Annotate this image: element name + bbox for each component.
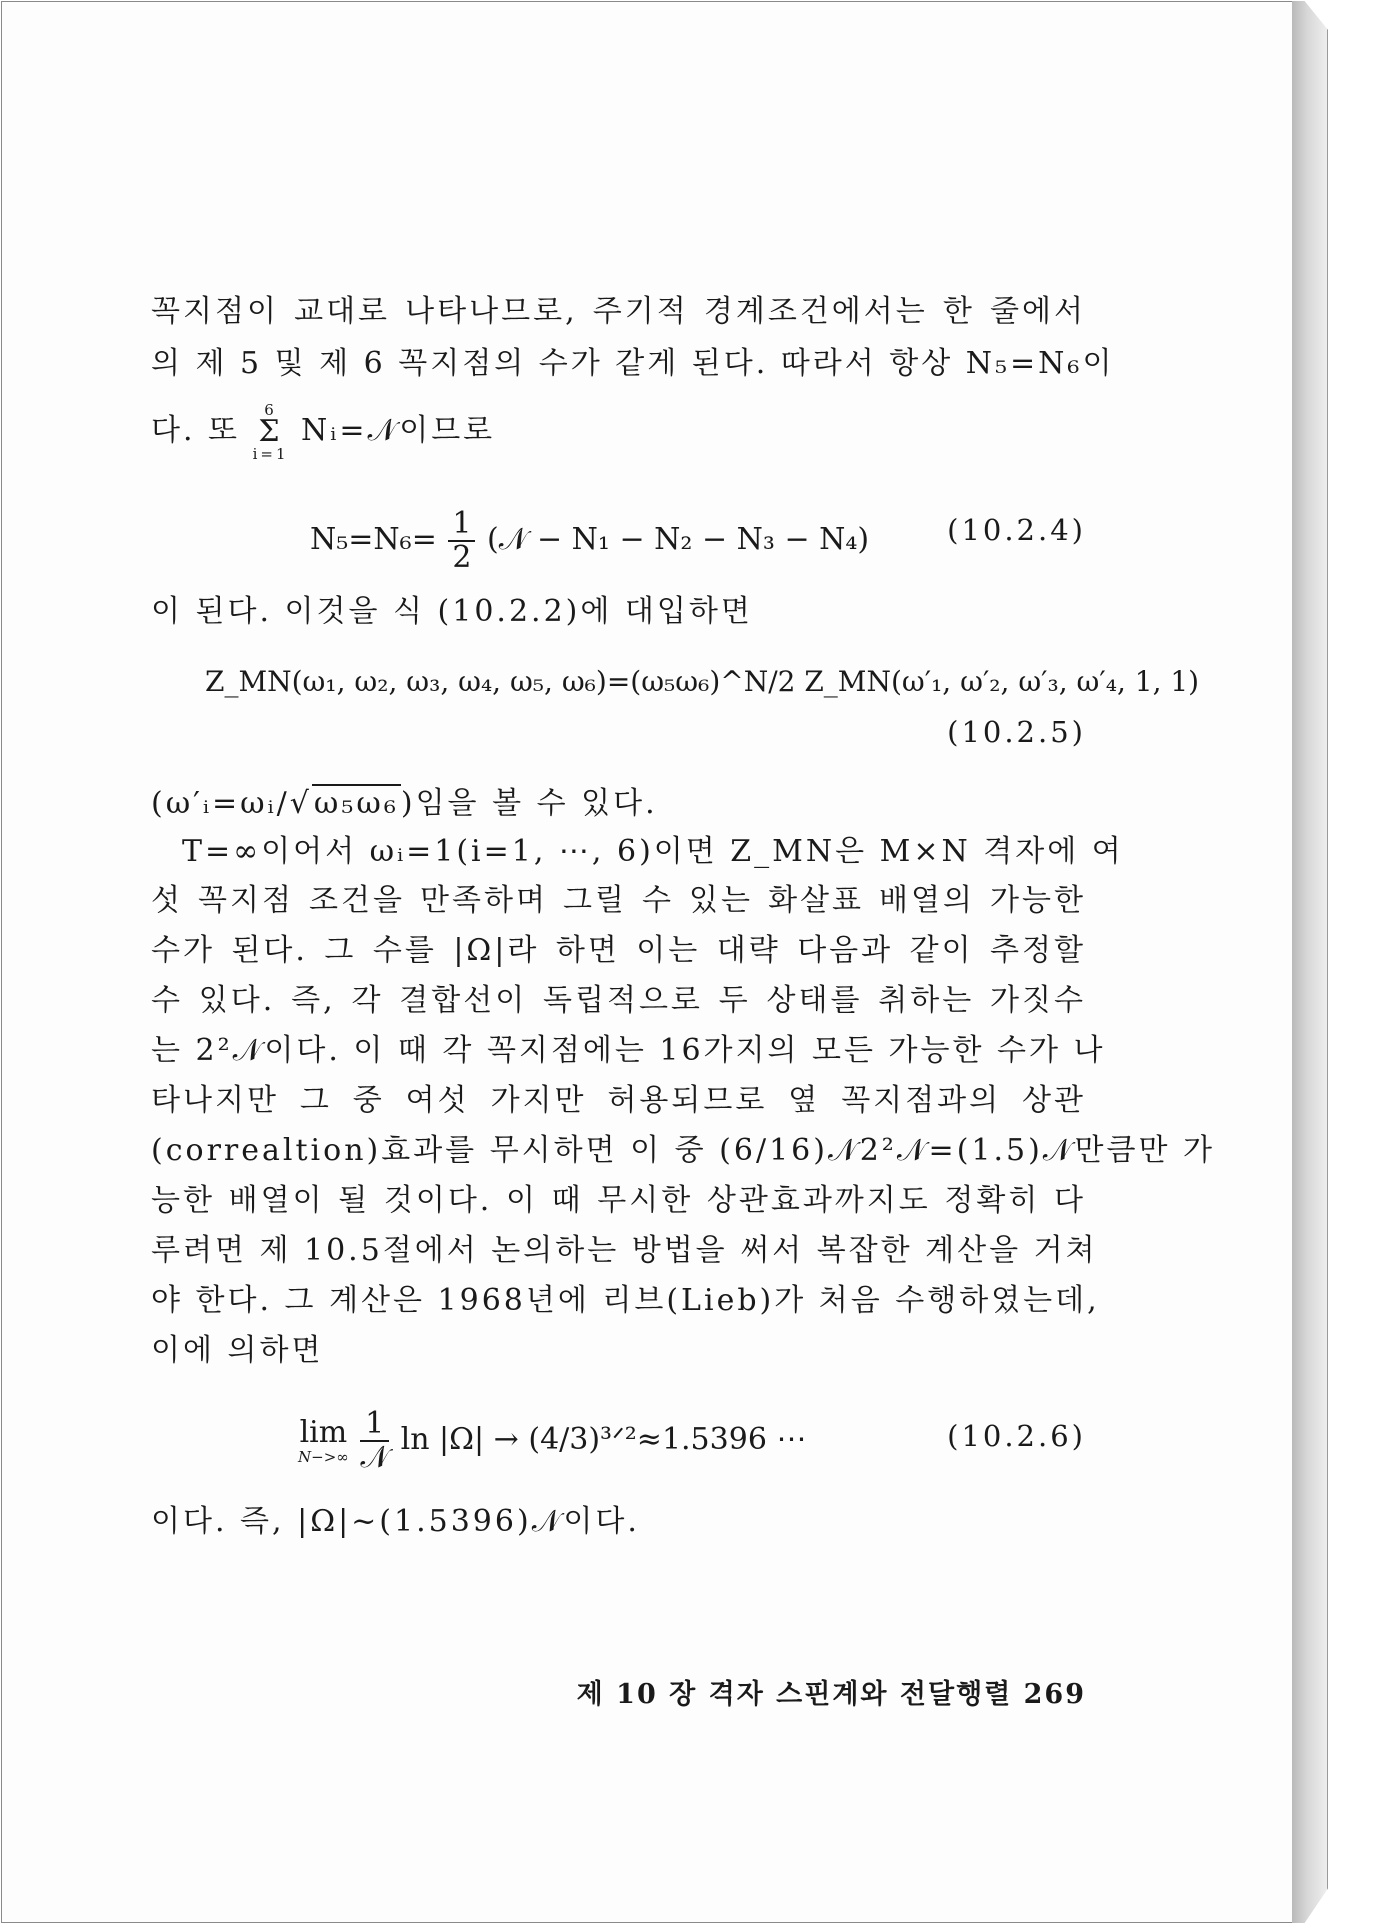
text-line-7: 섯 꼭지점 조건을 만족하며 그릴 수 있는 화살표 배열의 가능한 — [151, 883, 1086, 918]
eq3-limit — [298, 1417, 349, 1465]
sum-upper: 6 — [264, 401, 277, 419]
text-line-12: (correaltion)효과를 무시하면 이 중 (6/16)𝒩2²𝒩=(1.5)𝒩만큼만 가 — [151, 1133, 1216, 1168]
summation — [253, 402, 289, 462]
text-line-1: 꼭지점이 교대로 나타나므로, 주기적 경계조건에서는 한 줄에서 — [151, 294, 1086, 329]
text-line-14: 루려면 제 10.5절에서 논의하는 방법을 써서 복잡한 계산을 거쳐 — [151, 1233, 1098, 1268]
page-edge-shadow — [1292, 1, 1328, 1923]
eq1-frac-num: 1 — [448, 508, 475, 542]
sum-lower: i=1 — [252, 445, 289, 463]
text-line-8: 수가 된다. 그 수를 |Ω|라 하면 이는 대략 다음과 같이 추정할 — [151, 933, 1086, 968]
text-line-6: T=∞이어서 ωᵢ=1(i=1, ⋯, 6)이면 Z_MN은 M×N 격자에 여 — [182, 834, 1124, 869]
eq3-lim: lim — [299, 1415, 348, 1450]
eq3-fraction — [360, 1408, 389, 1474]
text-line-3-start: 다. 또 — [151, 413, 253, 448]
text-line-13: 능한 배열이 될 것이다. 이 때 무시한 상관효과까지도 정확히 다 — [151, 1183, 1086, 1218]
text-line-2: 의 제 5 및 제 6 꼭지점의 수가 같게 된다. 따라서 항상 N₅=N₆이 — [151, 346, 1115, 381]
equation-number-10-2-4: (10.2.4) — [947, 513, 1086, 547]
text-line-4: 이 된다. 이것을 식 (10.2.2)에 대입하면 — [151, 594, 753, 629]
equation-number-10-2-6: (10.2.6) — [947, 1419, 1086, 1453]
equation-10-2-5: Z_MN(ω₁, ω₂, ω₃, ω₄, ω₅, ω₆)=(ω₅ω₆)^N/2 Z_MN(ω′₁, ω′₂, ω′₃, ω′₄, 1, 1) — [205, 665, 1200, 698]
text-line-5 — [151, 786, 1086, 822]
text-line-9: 수 있다. 즉, 각 결합선이 독립적으로 두 상태를 취하는 가짓수 — [151, 983, 1086, 1018]
equation-number-10-2-5: (10.2.5) — [947, 715, 1086, 749]
eq3-frac-num: 1 — [360, 1408, 389, 1442]
eq3-lim-sub: N−>∞ — [298, 1448, 349, 1466]
eq1-frac-den: 2 — [452, 540, 472, 575]
text-line-5-b: )임을 볼 수 있다. — [400, 786, 658, 821]
text-line-17: 이다. 즉, |Ω|~(1.5396)𝒩이다. — [151, 1504, 640, 1539]
text-line-5-a: (ω′ᵢ=ωᵢ/ — [151, 786, 290, 821]
equation-10-2-6 — [298, 1408, 806, 1474]
text-line-3-end: Nᵢ=𝒩이므로 — [301, 413, 496, 448]
sum-sigma: Σ — [258, 414, 283, 449]
text-line-16: 이에 의하면 — [151, 1333, 324, 1368]
text-line-3 — [151, 402, 1086, 462]
equation-10-2-4 — [310, 508, 869, 574]
text-line-10: 는 2²𝒩이다. 이 때 각 꼭지점에는 16가지의 모든 가능한 수가 나 — [151, 1033, 1106, 1068]
eq1-rhs: (𝒩 − N₁ − N₂ − N₃ − N₄) — [487, 522, 870, 557]
sqrt-sign: √ — [289, 786, 312, 821]
text-line-11: 타나지만 그 중 여섯 가지만 허용되므로 옆 꼭지점과의 상관 — [151, 1083, 1086, 1118]
eq3-frac-den: 𝒩 — [360, 1440, 390, 1475]
text-line-15: 야 한다. 그 계산은 1968년에 리브(Lieb)가 처음 수행하였는데, — [151, 1283, 1100, 1318]
sqrt-content: ω₅ω₆ — [313, 786, 399, 821]
eq1-fraction — [448, 508, 475, 574]
page-footer: 제 10 장 격자 스핀계와 전달행렬 269 — [576, 1679, 1086, 1710]
eq1-lhs: N₅=N₆= — [310, 522, 437, 557]
eq3-rhs: ln |Ω| → (4/3)³ᐟ²≈1.5396 ⋯ — [400, 1422, 807, 1457]
